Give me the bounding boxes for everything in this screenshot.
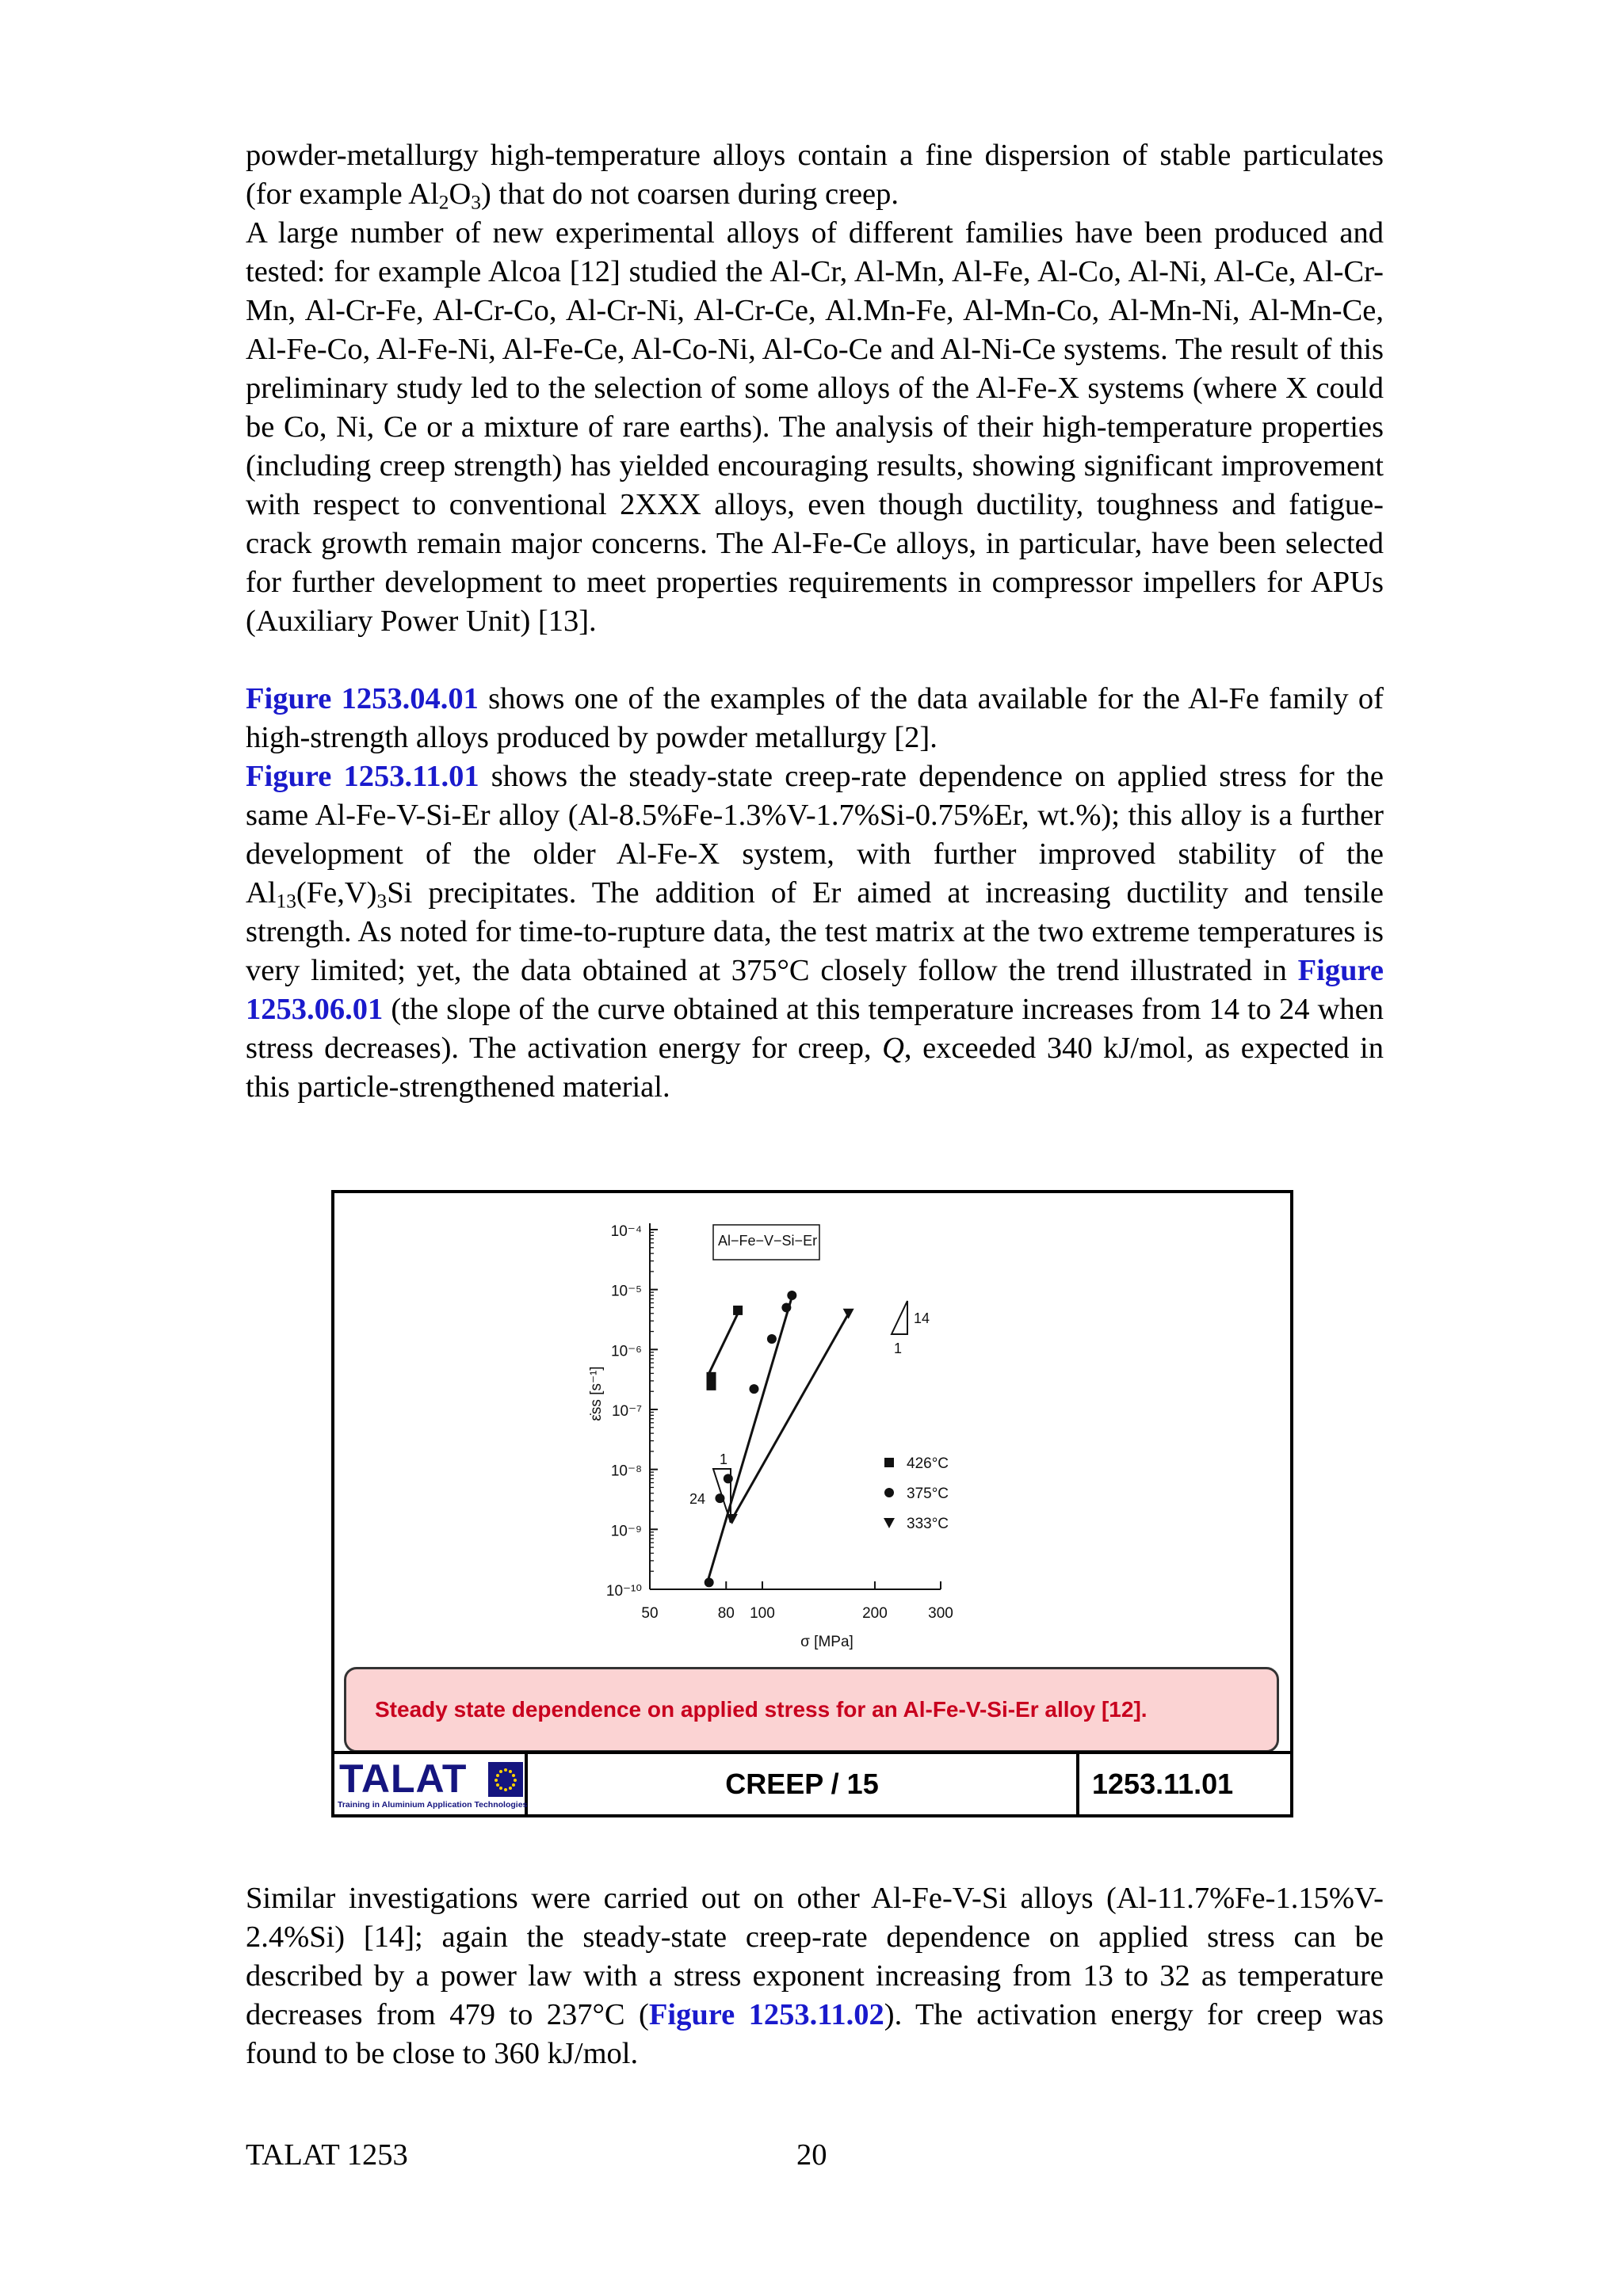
eu-flag-icon (488, 1762, 523, 1797)
legend-label: 333°C (907, 1516, 949, 1532)
body-text-after-figure (246, 1879, 1384, 2073)
data-point (749, 1384, 758, 1394)
series-426°C (707, 1306, 743, 1390)
talat-logo (334, 1754, 528, 1814)
footer-doc-id: TALAT 1253 (246, 2138, 408, 2172)
x-tick-label: 80 (717, 1605, 735, 1622)
page-number: 20 (796, 2138, 827, 2172)
figure-link-1253-11-01[interactable]: Figure 1253.11.01 (246, 760, 479, 793)
series-line (707, 1292, 793, 1585)
logo-subtitle: Training in Aluminium Application Technologies (338, 1800, 528, 1810)
legend-marker (884, 1518, 895, 1528)
y-tick-label: 10⁻¹⁰ (605, 1583, 642, 1600)
x-tick-label: 50 (641, 1605, 659, 1622)
y-tick-label: 10⁻⁹ (610, 1523, 642, 1540)
figure-link-1253-11-02[interactable]: Figure 1253.11.02 (648, 1998, 884, 2031)
legend-marker (884, 1488, 894, 1497)
figure-1253-11-01 (331, 1190, 1293, 1817)
body-text (246, 136, 1384, 1107)
legend-label: 375°C (907, 1486, 949, 1502)
figure-caption: Steady state dependence on applied stress for an Al-Fe-V-Si-Er alloy [12]. (344, 1667, 1279, 1753)
data-point (767, 1334, 777, 1344)
figure-link-1253-04-01[interactable]: Figure 1253.04.01 (246, 682, 479, 715)
slope-triangle-14 (892, 1301, 907, 1334)
slope-label-14: 14 (914, 1310, 930, 1326)
paragraph-5: Similar investigations were carried out on other Al-Fe-V-Si alloys (Al-11.7%Fe-1.15%V-2.4%Si) [14]; again the steady-state creep-rate dependence on applied stress can be described by a power law with a stress exponent increasing from 13 to 32 as temperature decreases from 479 to 237°C (Figure 1253.11.02). The activation energy for creep was found to be close to 360 kJ/mol. (246, 1882, 1384, 2070)
slope-run-label-14: 1 (894, 1341, 903, 1356)
slope-run-label-24: 1 (720, 1451, 728, 1467)
y-axis-label: ε̇ss [s⁻¹] (588, 1366, 605, 1421)
y-tick-label: 10⁻⁶ (611, 1343, 642, 1360)
x-tick-label: 100 (750, 1605, 775, 1622)
data-point (707, 1372, 716, 1382)
creep-chart (334, 1193, 1290, 1669)
legend-marker (884, 1458, 894, 1467)
alloy-annotation: Al−Fe−V−Si−Er (718, 1233, 818, 1249)
paragraph-1: powder-metallurgy high-temperature alloys contain a fine dispersion of stable particulates (for example $Al_2O_3$) that do not coarsen during creep. (246, 139, 1384, 214)
data-point (724, 1474, 733, 1483)
y-tick-label: 10⁻⁸ (610, 1463, 642, 1480)
data-point (733, 1306, 743, 1315)
series-333°C (727, 1309, 854, 1524)
y-tick-label: 10⁻⁵ (610, 1283, 642, 1300)
series-line (709, 1314, 738, 1374)
figure-number: 1253.11.01 (1092, 1768, 1234, 1800)
logo-text: TALAT (339, 1756, 468, 1801)
series-375°C (705, 1291, 797, 1587)
paragraph-3: Figure 1253.04.01 shows one of the examples of the data available for the Al-Fe family of high-strength alloys produced by powder metallurgy [2]. (246, 682, 1384, 754)
slope-label-24: 24 (689, 1491, 706, 1507)
x-tick-label: 200 (862, 1605, 888, 1622)
data-point (787, 1291, 796, 1300)
legend-label: 426°C (907, 1455, 949, 1472)
y-tick-label: 10⁻⁴ (610, 1223, 642, 1240)
y-tick-label: 10⁻⁷ (611, 1403, 642, 1420)
x-axis-label: σ [MPa] (800, 1634, 854, 1650)
series-line (730, 1310, 850, 1523)
paragraph-4: Figure 1253.11.01 shows the steady-state creep-rate dependence on applied stress for the same Al-Fe-V-Si-Er alloy (Al-8.5%Fe-1.3%V-1.7%Si-0.75%Er, wt.%); this alloy is a further development of the older Al-Fe-X system, with further improved stability of the $Al_{13}(Fe,V)_3Si$ precipitates. The addition of Er aimed at increasing ductility and tensile strength. As noted for time-to-rupture data, the test matrix at the two extreme temperatures is very limited; yet, the data obtained at 375°C closely follow the trend illustrated in Figure 1253.06.01 (the slope of the curve obtained at this temperature increases from 14 to 24 when stress decreases). The activation energy for creep, Q, exceeded 340 kJ/mol, as expected in this particle-strengthened material. (246, 760, 1384, 1104)
data-point (707, 1381, 716, 1390)
figure-title: CREEP / 15 (528, 1754, 1079, 1814)
figure-footer (334, 1751, 1290, 1814)
x-tick-label: 300 (928, 1605, 953, 1622)
data-point (781, 1302, 791, 1312)
data-point (705, 1577, 714, 1587)
figure-link-1253-06-01[interactable]: Figure 1253.06.01 (246, 954, 1384, 1026)
paragraph-2: A large number of new experimental alloys of different families have been produced and tested: for example Alcoa [12] studied the Al-Cr, Al-Mn, Al-Fe, Al-Co, Al-Ni, Al-Ce, Al-Cr-Mn, Al-Cr-Fe, Al-Cr-Co, Al-Cr-Ni, Al-Cr-Ce, Al.Mn-Fe, Al-Mn-Co, Al-Mn-Ni, Al-Mn-Ce, Al-Fe-Co, Al-Fe-Ni, Al-Fe-Ce, Al-Co-Ni, Al-Co-Ce and Al-Ni-Ce systems. The result of this preliminary study led to the selection of some alloys of the Al-Fe-X systems (where X could be Co, Ni, Ce or a mixture of rare earths). The analysis of their high-temperature properties (including creep strength) has yielded encouraging results, showing significant improvement with respect to conventional 2XXX alloys, even though ductility, toughness and fatigue-crack growth remain major concerns. The Al-Fe-Ce alloys, in particular, have been selected for further development to meet properties requirements in compressor impellers for APUs (Auxiliary Power Unit) [13]. (246, 216, 1384, 638)
data-point (843, 1309, 854, 1319)
